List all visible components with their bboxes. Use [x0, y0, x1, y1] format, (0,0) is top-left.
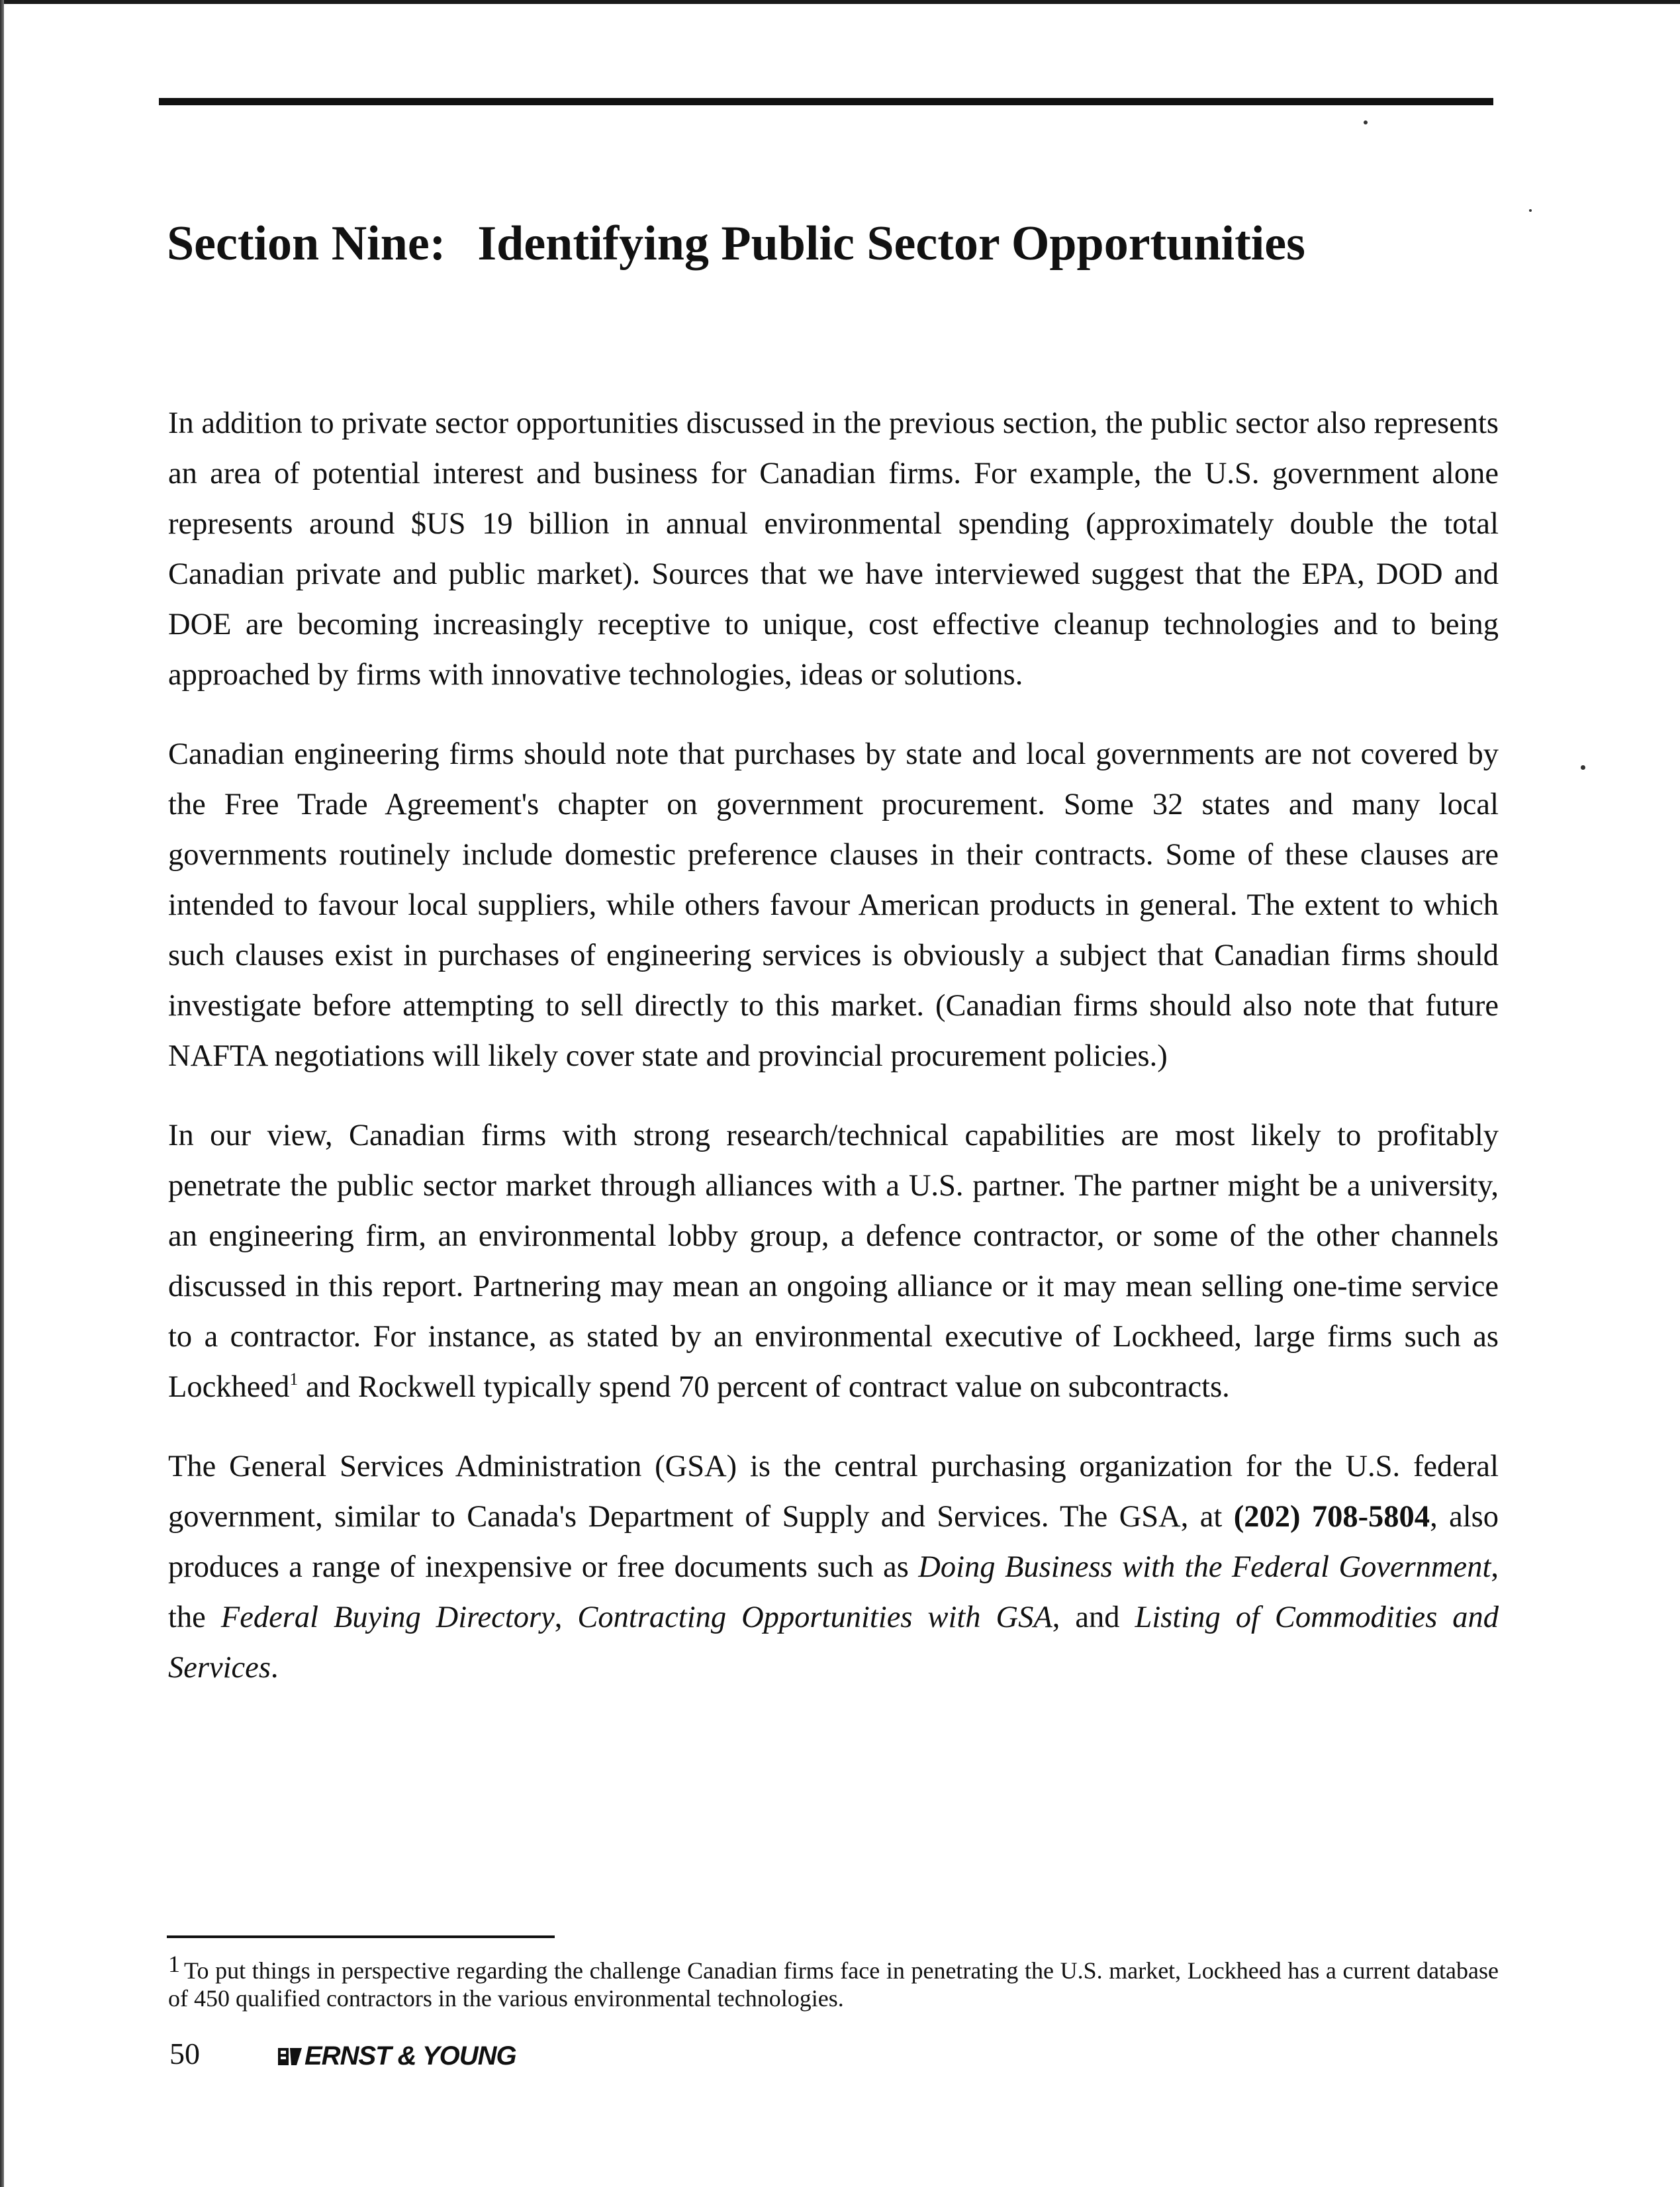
paragraph-1: In addition to private sector opportunities discussed in the previous section, the public sector also represents an area of potential interest and business for Canadian firms. For example, the U.S. government alone represents around $US 19 billion in annual environmental spending (approximately double the total Canadian private and public market). Sources that we have interviewed suggest that the EPA, DOD and DOE are becoming increasingly receptive to unique, cost effective cleanup technologies and to being approached by firms with innovative technologies, ideas or solutions.: [168, 406, 1499, 692]
publisher-name: ERNST & YOUNG: [304, 2041, 516, 2071]
gsa-phone-number: (202) 708-5804: [1233, 1500, 1430, 1534]
paragraph-4: The General Services Administration (GSA) is the central purchasing organization for the U.S. federal government, similar to Canada's Department of Supply and Services. The GSA, at (202) 708-5804, also produces a range of inexpensive or free documents such as Doing Business with the Federal Government, the Federal Buying Directory, Contracting Opportunities with GSA, and Listing of Commodities and Services.: [168, 1450, 1499, 1685]
footnote-reference: 1: [289, 1370, 299, 1389]
scan-speck: [1529, 209, 1532, 212]
scan-speck: [1364, 120, 1368, 124]
paragraph-2: Canadian engineering firms should note that purchases by state and local governments are not covered by the Free Trade Agreement's chapter on government procurement. Some 32 states and many local governments routinely include domestic preference clauses in their contracts. Some of these clauses are intended to favour local suppliers, while others favour American products in general. The extent to which such clauses exist in purchases of engineering services is obviously a subject that Canadian firms should investigate before attempting to sell directly to this market. (Canadian firms should also note that future NAFTA negotiations will likely cover state and provincial procurement policies.): [168, 737, 1499, 1073]
section-title: [167, 216, 1504, 272]
document-title: Doing Business with the Federal Government: [918, 1550, 1491, 1584]
footnote-rule: [167, 1935, 555, 1938]
document-title: Contracting Opportunities with GSA: [577, 1601, 1052, 1634]
publisher-logo: [277, 2041, 516, 2071]
document-title: Federal Buying Directory: [220, 1601, 555, 1634]
page-number: 50: [169, 2037, 200, 2071]
ernst-young-logo-icon: [277, 2045, 303, 2068]
scan-left-edge: [0, 0, 4, 2187]
header-rule: [159, 98, 1493, 105]
footnote-number: 1: [168, 1951, 180, 1977]
scan-top-edge: [0, 0, 1680, 4]
footnote-text: To put things in perspective regarding the challenge Canadian firms face in penetrating the U.S. market, Lockheed has a current database of 450 qualified contractors in the various environmental technologies.: [168, 1957, 1499, 2012]
document-title: Listing of Commodities and Services: [168, 1601, 1499, 1685]
section-heading-text: Identifying Public Sector Opportunities: [477, 216, 1305, 271]
section-label: Section Nine:: [167, 216, 446, 271]
body-text: [168, 398, 1499, 1722]
footnote: [168, 1950, 1499, 2012]
scan-speck: [1581, 765, 1585, 770]
paragraph-3: In our view, Canadian firms with strong research/technical capabilities are most likely to profitably penetrate the public sector market through alliances with a U.S. partner. The partner might be a university, an engineering firm, an environmental lobby group, a defence contractor, or some of the other channels discussed in this report. Partnering may mean an ongoing alliance or it may mean selling one-time service to a contractor. For instance, as stated by an environmental executive of Lockheed, large firms such as Lockheed$^1$ and Rockwell typically spend 70 percent of contract value on subcontracts.: [168, 1119, 1499, 1404]
